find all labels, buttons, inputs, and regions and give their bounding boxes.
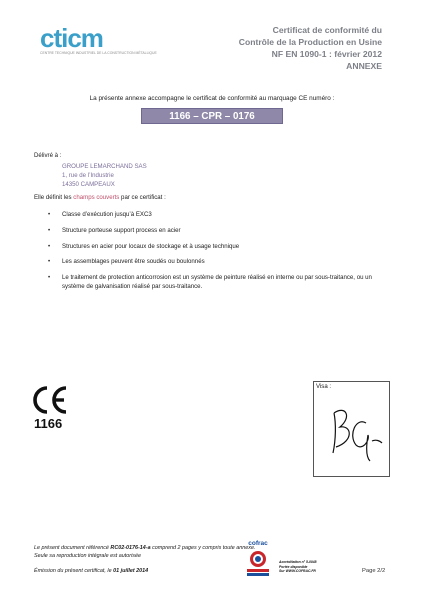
- list-item: [48, 226, 380, 235]
- cofrac-accreditation: [279, 560, 317, 574]
- list-item: [48, 257, 380, 266]
- list-item: [48, 242, 380, 251]
- bullet-icon: •: [48, 211, 51, 218]
- bullet-icon: •: [48, 274, 51, 282]
- bullet-icon: •: [48, 258, 51, 266]
- header-line-4: ANNEXE: [346, 61, 382, 71]
- scope-suffix: par ce certificat :: [119, 194, 166, 201]
- list-item: [48, 273, 380, 291]
- list-item-text: Classe d’exécution jusqu’à EXC3: [62, 211, 152, 218]
- visa-label: Visa :: [316, 383, 332, 390]
- scope-prefix: Elle définit les: [34, 194, 74, 201]
- street-address: 1, rue de l’Industrie: [62, 172, 114, 179]
- city-address: 14350 CAMPEAUX: [62, 181, 115, 188]
- header-line-2: Contrôle de la Production en Usine: [238, 37, 382, 47]
- certificate-number: 1166 – CPR – 0176: [141, 108, 283, 124]
- scope-definition: [34, 193, 166, 202]
- document-reference-code: RC02-0176-14-a: [110, 545, 151, 551]
- delivered-to-label: Délivré à :: [34, 152, 62, 159]
- cofrac-logo: [243, 538, 273, 578]
- list-item-text: Structure porteuse support process en acier: [62, 226, 181, 234]
- bullet-icon: •: [48, 226, 51, 234]
- recipient-address: [62, 162, 147, 189]
- cofrac-line-3: Sur WWW.COFRAC.FR: [279, 569, 316, 574]
- document-header: [162, 24, 382, 72]
- emission-prefix: Émission du présent certificat, le: [34, 568, 114, 574]
- list-item: [48, 210, 380, 219]
- cticm-logo: [40, 23, 157, 55]
- notified-body-number: 1166: [34, 416, 63, 431]
- list-item-text: Le traitement de protection anticorrosion est un système de peinture réalisé en interne ou par sous-traitance, ou un système de galvanisation réalisé par sous-traitance.: [62, 274, 372, 291]
- footer-emission: [34, 568, 148, 574]
- intro-text: La présente annexe accompagne le certificat de conformité au marquage CE numéro :: [89, 95, 335, 102]
- logo-tagline: CENTRE TECHNIQUE INDUSTRIEL DE LA CONSTRUCTION MÉTALLIQUE: [40, 51, 157, 55]
- bullet-icon: •: [48, 242, 51, 250]
- cofrac-line-2: Portée disponible: [279, 564, 308, 569]
- footer-ref-suffix: comprend 2 pages y compris toute annexe. Seule sa reproduction intégrale est autorisée: [34, 545, 256, 559]
- page-number: Page 2/2: [362, 568, 386, 574]
- footer-reference: [34, 544, 264, 560]
- scope-list: [48, 210, 380, 298]
- svg-text:cofrac: cofrac: [248, 540, 268, 547]
- logo-wordmark: cticm: [40, 23, 103, 53]
- emission-date: 01 juillet 2014: [113, 568, 149, 574]
- company-name: GROUPE LEMARCHAND SAS: [62, 163, 147, 170]
- ce-mark-icon: [32, 384, 70, 416]
- header-line-1: Certificat de conformité du: [272, 25, 382, 35]
- list-item-text: Structures en acier pour locaux de stockage et à usage technique: [62, 242, 240, 250]
- signature-image: [326, 395, 384, 465]
- cofrac-line-1: Accréditation n° 5-0048: [279, 560, 317, 564]
- list-item-text: Les assemblages peuvent être soudés ou boulonnés: [62, 258, 205, 266]
- scope-highlight: champs couverts: [73, 194, 120, 201]
- footer-ref-prefix: Le présent document référencé: [34, 545, 111, 551]
- header-line-3: NF EN 1090-1 : février 2012: [271, 49, 382, 59]
